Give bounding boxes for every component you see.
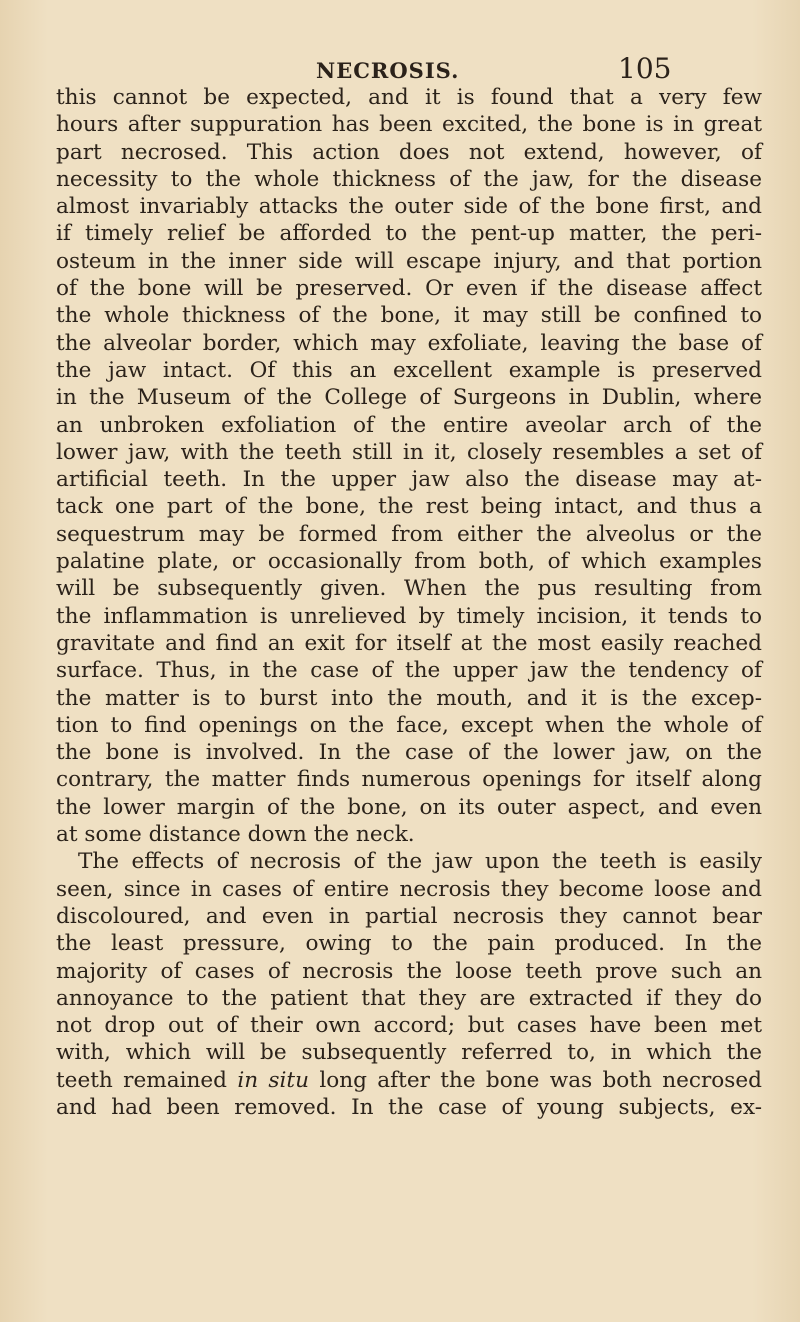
text-line: the jaw intact. Of this an excellent example is preserved — [56, 357, 762, 383]
text-line: discoloured, and even in partial necrosis they cannot bear — [56, 903, 762, 929]
text-line: surface. Thus, in the case of the upper jaw the tendency of — [56, 658, 762, 684]
text-line: in the Museum of the College of Surgeons in Dublin, where — [56, 385, 762, 411]
text-line: will be subsequently given. When the pus resulting from — [56, 576, 762, 602]
text-line — [56, 1067, 762, 1094]
text-line: necessity to the whole thickness of the jaw, for the disease — [56, 166, 762, 192]
text-line: lower jaw, with the teeth still in it, closely resembles a set of — [56, 439, 762, 465]
body-text — [56, 84, 762, 1121]
text-line: the inflammation is unrelieved by timely incision, it tends to — [56, 603, 762, 629]
text-line: part necrosed. This action does not extend, however, of — [56, 139, 762, 165]
text-line: and had been removed. In the case of young subjects, ex- — [56, 1094, 762, 1120]
text-line: artificial teeth. In the upper jaw also the disease may at- — [56, 467, 762, 493]
text-run: teeth remained — [56, 1067, 238, 1093]
text-line: majority of cases of necrosis the loose teeth prove such an — [56, 958, 762, 984]
text-run: long after the bone was both necrosed — [309, 1067, 762, 1093]
text-line: almost invariably attacks the outer side of the bone first, and — [56, 194, 762, 220]
text-line: the matter is to burst into the mouth, and it is the excep- — [56, 685, 762, 711]
paragraph-end-line: at some distance down the neck. — [56, 822, 415, 848]
text-line: hours after suppuration has been excited, the bone is in great — [56, 112, 762, 138]
text-line: an unbroken exfoliation of the entire aveolar arch of the — [56, 412, 762, 438]
paragraph-start-line: The effects of necrosis of the jaw upon the teeth is easily — [78, 849, 762, 875]
text-line: annoyance to the patient that they are extracted if they do — [56, 985, 762, 1011]
text-line: the lower margin of the bone, on its outer aspect, and even — [56, 794, 762, 820]
text-line: if timely relief be afforded to the pent-up matter, the peri- — [56, 221, 762, 247]
text-line: osteum in the inner side will escape injury, and that portion — [56, 248, 762, 274]
text-line: not drop out of their own accord; but cases have been met — [56, 1013, 762, 1039]
text-line: sequestrum may be formed from either the alveolus or the — [56, 521, 762, 547]
running-head-title: NECROSIS. — [316, 58, 460, 83]
page-number: 105 — [618, 52, 672, 85]
text-line: contrary, the matter finds numerous openings for itself along — [56, 767, 762, 793]
text-line: the whole thickness of the bone, it may still be confined to — [56, 303, 762, 329]
text-line: tack one part of the bone, the rest being intact, and thus a — [56, 494, 762, 520]
text-line: palatine plate, or occasionally from both, of which examples — [56, 549, 762, 575]
text-line: gravitate and find an exit for itself at the most easily reached — [56, 630, 762, 656]
italic-term: in situ — [237, 1067, 310, 1093]
text-line: of the bone will be preserved. Or even if the disease affect — [56, 276, 762, 302]
text-line: tion to find openings on the face, except when the whole of — [56, 712, 762, 738]
text-line: seen, since in cases of entire necrosis they become loose and — [56, 876, 762, 902]
text-line: with, which will be subsequently referred to, in which the — [56, 1040, 762, 1066]
text-line: this cannot be expected, and it is found that a very few — [56, 85, 762, 110]
text-line: the least pressure, owing to the pain produced. In the — [56, 931, 762, 957]
text-line: the bone is involved. In the case of the lower jaw, on the — [56, 740, 762, 766]
text-line: the alveolar border, which may exfoliate, leaving the base of — [56, 330, 762, 356]
